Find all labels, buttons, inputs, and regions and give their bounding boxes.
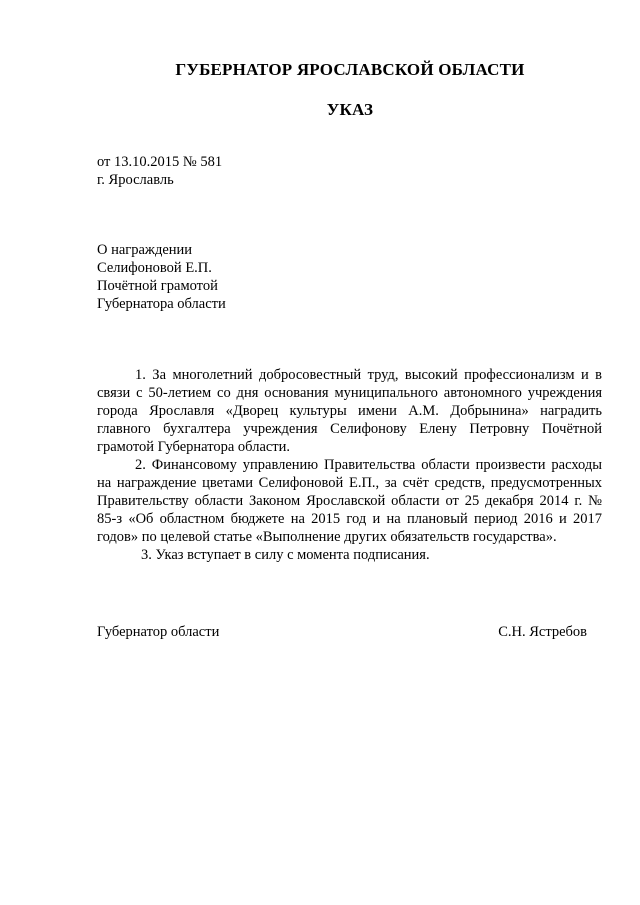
subject-line: О награждении (97, 242, 193, 258)
signatory-name: С.Н. Ястребов (498, 624, 587, 640)
subject-line: Селифоновой Е.П. (97, 260, 212, 276)
document-type-title: УКАЗ (326, 100, 374, 119)
subject-line: Почётной грамотой (97, 278, 218, 294)
body-paragraph-1: 1. За многолетний добросовестный труд, высокий профессионализм и в связи с 50-летием со дня основания муниципального автономного учреждения города Ярославля «Дворец культуры имени А.М. Добрынина» наградить главного бухгалтера учреждения Селифонову Елену Петровну Почётной грамотой Губернатора области. (97, 367, 602, 455)
body-paragraph-2: 2. Финансовому управлению Правительства области произвести расходы на награждение цветами Селифоновой Е.П., за счёт средств, предусмотренных Правительству области Законом Ярославской области от 25 декабря 2014 г. № 85-з «Об областном бюджете на 2015 год и на плановый период 2016 и 2017 годов» по целевой статье «Выполнение других обязательств государства». (97, 457, 602, 545)
date-number: от 13.10.2015 № 581 (97, 154, 223, 170)
body-paragraph-3: 3. Указ вступает в силу с момента подписания. (141, 547, 430, 563)
document-body (97, 366, 602, 564)
subject-line: Губернатора области (97, 296, 226, 312)
authority-title: ГУБЕРНАТОР ЯРОСЛАВСКОЙ ОБЛАСТИ (175, 60, 525, 79)
document-meta (97, 153, 222, 189)
city: г. Ярославль (97, 172, 174, 188)
signature-block (97, 623, 587, 641)
document-subject (97, 241, 226, 313)
signatory-position: Губернатор области (97, 624, 220, 640)
